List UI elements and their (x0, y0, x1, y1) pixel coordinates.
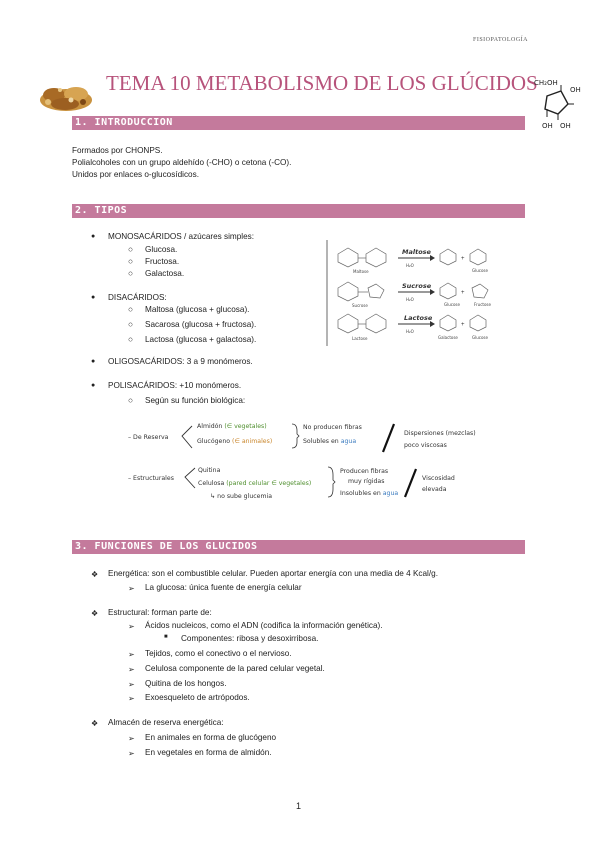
arrow-bullet-icon: ➢ (128, 680, 135, 689)
ring-bottom-right-label: OH (560, 122, 571, 130)
note-almidon-line (197, 423, 267, 430)
ribose-ring-diagram (528, 76, 586, 134)
note-agua: agua (340, 438, 357, 445)
componentes: Componentes: ribosa y desoxirribosa. (181, 634, 319, 643)
bullet-icon: ● (91, 233, 96, 240)
di-label: DISACÁRIDOS: (108, 293, 167, 302)
note-solubles: Solubles en (303, 438, 339, 445)
note-producen: Producen fibras (340, 468, 389, 475)
section-heading-tipos: 2. TIPOS (72, 204, 525, 218)
note-no-glucemia: ↳ no sube glucemia (210, 493, 272, 500)
circle-bullet-icon: ○ (128, 269, 133, 278)
galactose-caption: Galactose (438, 335, 458, 340)
note-celulosa-line (198, 480, 311, 487)
note-celulosa: Celulosa (198, 480, 225, 487)
funcion-energetica: Energética: son el combustible celular. Pueden aportar energía con una media de 4 Kcal/g. (108, 569, 438, 578)
poli-sub: Según su función biológica: (145, 396, 246, 405)
intro-line: Polialcoholes con un grupo aldehído (-CHO) o cetona (-CO). (72, 158, 292, 167)
note-almidon-tag: (∈ vegetales) (224, 423, 267, 430)
circle-bullet-icon: ○ (128, 320, 133, 329)
arrow-bullet-icon: ➢ (128, 622, 135, 631)
estructural-item: Exoesqueleto de artrópodos. (145, 693, 250, 702)
note-estructurales: – Estructurales (128, 475, 174, 482)
mono-item: Glucosa. (145, 245, 178, 254)
page-number: 1 (296, 801, 302, 811)
slash-divider (380, 422, 396, 454)
note-reserva: – De Reserva (128, 434, 169, 441)
maltose-label: Maltose (402, 248, 431, 256)
glucose-caption: Glucose (444, 302, 460, 307)
section-heading-intro: 1. INTRODUCCION (72, 116, 525, 130)
note-viscosas: poco viscosas (404, 442, 447, 449)
bullet-icon: ● (91, 358, 96, 365)
mono-item: Fructosa. (145, 257, 180, 266)
funcion-energetica-sub: La glucosa: única fuente de energía celular (145, 583, 302, 592)
fructose-caption: Fructose (474, 302, 491, 307)
note-glucogeno: Glucógeno (197, 438, 231, 445)
plus-sign: + (461, 322, 465, 328)
brace-estructurales-right (326, 464, 336, 500)
slash-divider (402, 467, 418, 499)
plus-sign: + (461, 290, 465, 296)
food-image (36, 80, 96, 114)
ring-bottom-left-label: OH (542, 122, 553, 130)
note-glucogeno-tag: (∈ animales) (232, 438, 273, 445)
arrow-bullet-icon: ➢ (128, 650, 135, 659)
ring-top-label: CH₂OH (534, 79, 558, 87)
almacen-item: En animales en forma de glucógeno (145, 733, 277, 742)
square-bullet-icon: ■ (164, 634, 168, 640)
note-glucogeno-line (197, 438, 272, 445)
di-item: Lactosa (glucosa + galactosa). (145, 335, 257, 344)
funcion-estructural: Estructural: forman parte de: (108, 608, 212, 617)
lactose-label: Lactose (404, 314, 433, 322)
estructural-item: Ácidos nucleicos, como el ADN (codifica la información genética). (145, 621, 383, 630)
note-dispersiones: Dispersiones (mezclas) (404, 430, 476, 437)
arrow-bullet-icon: ➢ (128, 749, 135, 758)
circle-bullet-icon: ○ (128, 305, 133, 314)
mono-label: MONOSACÁRIDOS / azúcares simples: (108, 232, 255, 241)
plus-sign: + (461, 256, 465, 262)
brace-reserva (180, 422, 194, 452)
note-solubles-line (303, 438, 356, 445)
brace-estructurales (183, 465, 197, 493)
page-title: TEMA 10 METABOLISMO DE LOS GLÚCIDOS (106, 71, 538, 95)
poli-label: POLISACÁRIDOS: +10 monómeros. (108, 381, 242, 390)
disaccharide-reactions-diagram (326, 240, 526, 346)
maltose-reaction (338, 248, 488, 274)
di-item: Sacarosa (glucosa + fructosa). (145, 320, 257, 329)
note-viscosidad: Viscosidad (422, 475, 455, 482)
estructural-item: Quitina de los hongos. (145, 679, 227, 688)
note-rigidas: muy rígidas (348, 478, 385, 485)
brace-reserva-right (290, 421, 300, 451)
sucrose-reaction (338, 282, 491, 308)
lactose-caption: Lactose (352, 336, 368, 341)
estructural-item: Celulosa componente de la pared celular vegetal. (145, 664, 325, 673)
circle-bullet-icon: ○ (128, 257, 133, 266)
note-celulosa-tag: (pared celular ∈ vegetales) (226, 480, 312, 487)
arrow-bullet-icon: ➢ (128, 734, 135, 743)
sucrose-label: Sucrose (402, 282, 432, 290)
circle-bullet-icon: ○ (128, 245, 133, 254)
note-insolubles-line (340, 490, 398, 497)
arrow-bullet-icon: ➢ (128, 584, 135, 593)
bullet-icon: ● (91, 382, 96, 389)
lactose-reaction (338, 314, 488, 341)
estructural-item: Tejidos, como el conectivo o el nervioso. (145, 649, 292, 658)
circle-bullet-icon: ○ (128, 335, 133, 344)
di-item: Maltosa (glucosa + glucosa). (145, 305, 250, 314)
note-no-fibras: No producen fibras (303, 424, 362, 431)
diamond-bullet-icon: ❖ (91, 609, 99, 618)
note-almidon: Almidón (197, 423, 223, 430)
arrow-bullet-icon: ➢ (128, 665, 135, 674)
arrow-bullet-icon: ➢ (128, 694, 135, 703)
bullet-icon: ● (91, 294, 96, 301)
intro-line: Unidos por enlaces o-glucosídicos. (72, 170, 199, 179)
intro-line: Formados por CHONPS. (72, 146, 163, 155)
diamond-bullet-icon: ❖ (91, 719, 99, 728)
maltose-caption: Maltose (353, 269, 369, 274)
sucrose-caption: Sucrose (352, 303, 368, 308)
funcion-almacen: Almacén de reserva energética: (108, 718, 224, 727)
ring-right-label: OH (570, 86, 581, 94)
note-quitina: Quitina (198, 467, 221, 474)
note-insolubles: Insolubles en (340, 490, 381, 497)
note-elevada: elevada (422, 486, 447, 493)
almacen-item: En vegetales en forma de almidón. (145, 748, 272, 757)
circle-bullet-icon: ○ (128, 396, 133, 405)
diamond-bullet-icon: ❖ (91, 570, 99, 579)
water-label: H₂O (406, 297, 414, 302)
section-heading-funciones: 3. FUNCIONES DE LOS GLUCIDOS (72, 540, 525, 554)
glucose-caption: Glucose (472, 268, 488, 273)
oligo-label: OLIGOSACÁRIDOS: 3 a 9 monómeros. (108, 357, 253, 366)
mono-item: Galactosa. (145, 269, 185, 278)
water-label: H₂O (406, 263, 414, 268)
note-agua2: agua (382, 490, 399, 497)
glucose-caption: Glucose (472, 335, 488, 340)
water-label: H₂O (406, 329, 414, 334)
header-tag: FISIOPATOLOGÍA (472, 37, 528, 43)
